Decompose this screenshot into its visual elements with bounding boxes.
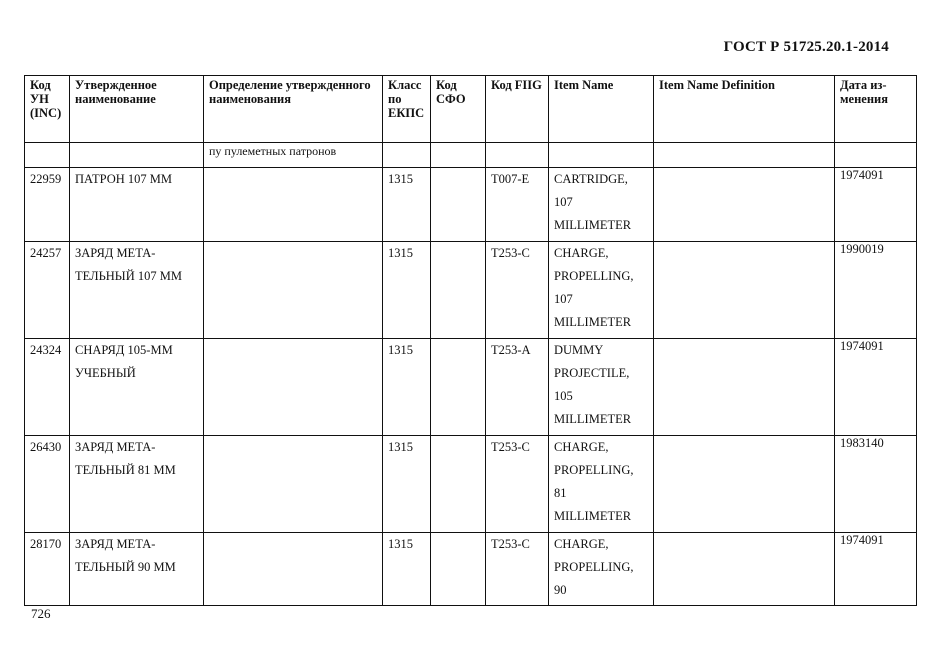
cell-date: 1974091 bbox=[835, 168, 917, 242]
page-number: 726 bbox=[31, 606, 51, 621]
col-header-item-definition: Item Name Definition bbox=[654, 76, 835, 143]
cell-item-name-line: PROPELLING, bbox=[554, 560, 634, 574]
cell-name-line: ЗАРЯД МЕТА- bbox=[75, 537, 156, 551]
cell-date: 1990019 bbox=[835, 242, 917, 339]
cell-class: 1315 bbox=[383, 339, 431, 436]
cell-name-line: ЗАРЯД МЕТА- bbox=[75, 440, 156, 454]
cell-code: 24324 bbox=[25, 339, 70, 436]
cell-item-name-line: 105 bbox=[554, 389, 573, 403]
cell-sfo bbox=[431, 339, 486, 436]
cell-item-name bbox=[549, 242, 654, 339]
col-header-sfo: Код СФО bbox=[431, 76, 486, 143]
cell-item-name-line: 90 bbox=[554, 583, 567, 597]
cell-item-name-line: MILLIMETER bbox=[554, 218, 632, 232]
cell-fiig: T007-E bbox=[486, 168, 549, 242]
cell-item-name-line: MILLIMETER bbox=[554, 315, 632, 329]
cell-code: 22959 bbox=[25, 168, 70, 242]
cell-name-line: СНАРЯД 105-ММ bbox=[75, 343, 173, 357]
cell-item-name-line: MILLIMETER bbox=[554, 412, 632, 426]
cell-class: 1315 bbox=[383, 533, 431, 606]
cell-item-name-line: PROPELLING, bbox=[554, 463, 634, 477]
cell-date: 1974091 bbox=[835, 339, 917, 436]
continuation-row bbox=[25, 143, 917, 168]
cell-item-definition bbox=[654, 436, 835, 533]
cell-item-name-line: DUMMY bbox=[554, 343, 604, 357]
col-header-fiig: Код FIIG bbox=[486, 76, 549, 143]
cell-item-name-line: CHARGE, bbox=[554, 246, 609, 260]
cell-definition bbox=[204, 436, 383, 533]
cell-date: 1983140 bbox=[835, 436, 917, 533]
cell-item-name bbox=[549, 533, 654, 606]
cell-name-line: ТЕЛЬНЫЙ 81 ММ bbox=[75, 463, 176, 477]
cell-name bbox=[70, 339, 204, 436]
cell-item-definition bbox=[654, 168, 835, 242]
cell-name-line: ТЕЛЬНЫЙ 107 ММ bbox=[75, 269, 182, 283]
cell-sfo bbox=[431, 168, 486, 242]
cell-item-definition bbox=[654, 339, 835, 436]
cell-item-name-line: CHARGE, bbox=[554, 537, 609, 551]
cell-definition bbox=[204, 339, 383, 436]
cell-class: 1315 bbox=[383, 436, 431, 533]
cell-item-name bbox=[549, 168, 654, 242]
cell-item-name-line: PROPELLING, bbox=[554, 269, 634, 283]
cell-name-line: ТЕЛЬНЫЙ 90 ММ bbox=[75, 560, 176, 574]
cell-item-name-line: 107 bbox=[554, 292, 573, 306]
cell-name bbox=[70, 436, 204, 533]
col-header-code: Код УН (INC) bbox=[25, 76, 70, 143]
cell-item-name-line: CARTRIDGE, bbox=[554, 172, 628, 186]
cell-date: 1974091 bbox=[835, 533, 917, 606]
cell-fiig: T253-C bbox=[486, 242, 549, 339]
cell-item-name-line: CHARGE, bbox=[554, 440, 609, 454]
col-header-item-name: Item Name bbox=[549, 76, 654, 143]
cell-name bbox=[70, 168, 204, 242]
col-header-name: Утвержденное наименование bbox=[70, 76, 204, 143]
col-header-date: Дата из-менения bbox=[835, 76, 917, 143]
cell-code: 24257 bbox=[25, 242, 70, 339]
table-row bbox=[25, 533, 917, 606]
cell-definition bbox=[204, 242, 383, 339]
cell-item-definition bbox=[654, 533, 835, 606]
cell-name-line: ЗАРЯД МЕТА- bbox=[75, 246, 156, 260]
table-row bbox=[25, 436, 917, 533]
cell-name-line: ПАТРОН 107 ММ bbox=[75, 172, 172, 186]
cell-fiig: T253-C bbox=[486, 436, 549, 533]
cell-item-name bbox=[549, 436, 654, 533]
cell-name bbox=[70, 533, 204, 606]
cell-item-name-line: MILLIMETER bbox=[554, 509, 632, 523]
cell-name bbox=[70, 242, 204, 339]
cell-item-definition bbox=[654, 242, 835, 339]
cell-fiig: T253-C bbox=[486, 533, 549, 606]
table-row bbox=[25, 339, 917, 436]
document-title: ГОСТ Р 51725.20.1-2014 bbox=[723, 39, 889, 55]
cell-definition bbox=[204, 533, 383, 606]
cell-definition bbox=[204, 168, 383, 242]
table-row bbox=[25, 242, 917, 339]
cell-item-name-line: PROJECTILE, bbox=[554, 366, 630, 380]
cell-sfo bbox=[431, 242, 486, 339]
registry-table bbox=[24, 75, 917, 606]
cell-item-name bbox=[549, 339, 654, 436]
col-header-definition: Определение утвержденного наименования bbox=[204, 76, 383, 143]
cell-class: 1315 bbox=[383, 242, 431, 339]
cell-code: 28170 bbox=[25, 533, 70, 606]
table-header-row bbox=[25, 76, 917, 143]
cell-name-line: УЧЕБНЫЙ bbox=[75, 366, 136, 380]
cell-sfo bbox=[431, 436, 486, 533]
table-row bbox=[25, 168, 917, 242]
cell-code: 26430 bbox=[25, 436, 70, 533]
cell-sfo bbox=[431, 533, 486, 606]
col-header-class: Класс по ЕКПС bbox=[383, 76, 431, 143]
cell-item-name-line: 107 bbox=[554, 195, 573, 209]
cell-fiig: T253-A bbox=[486, 339, 549, 436]
continuation-text: пу пулеметных патронов bbox=[204, 143, 383, 168]
cell-item-name-line: 81 bbox=[554, 486, 567, 500]
cell-class: 1315 bbox=[383, 168, 431, 242]
